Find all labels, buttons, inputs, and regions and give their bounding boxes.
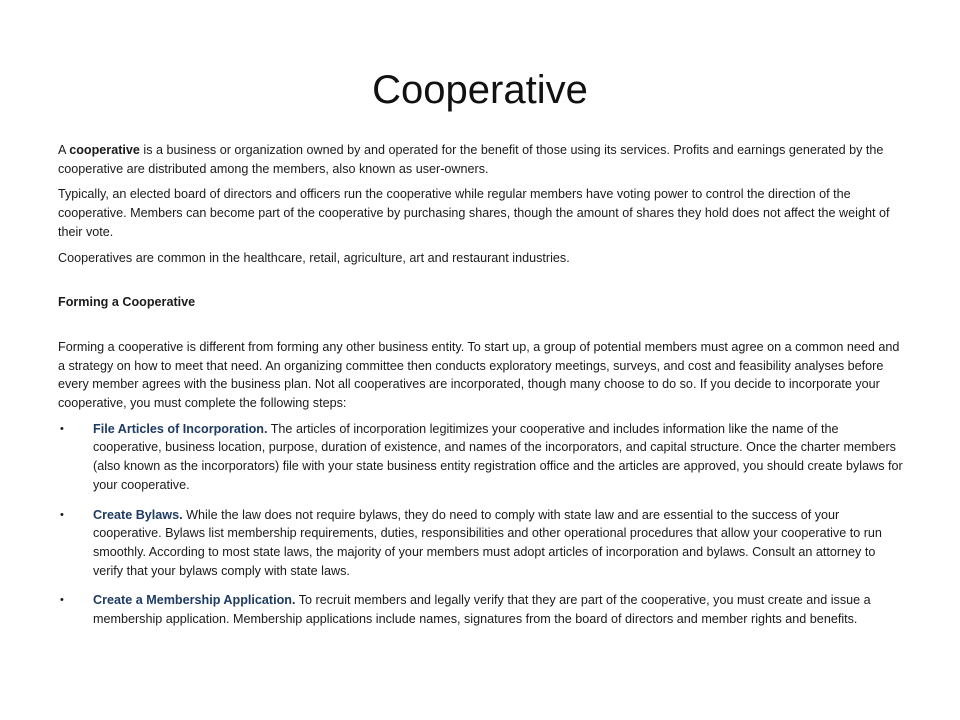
list-item (58, 506, 906, 581)
bullet-icon: • (60, 422, 64, 435)
section-heading-forming: Forming a Cooperative (58, 295, 196, 310)
intro-text: is a business or organization owned by and operated for the benefit of those using its services. Profits and earnings generated by the cooperative are distributed among the members, also known as user-owners. (58, 143, 884, 176)
intro-paragraph-2: Typically, an elected board of directors and officers run the cooperative while regular members have voting power to control the direction of the cooperative. Members can become part of the cooperative by purchasing shares, though the amount of shares they hold does not affect the weight of their vote. (58, 187, 890, 239)
steps-list (58, 420, 906, 629)
step-text: To recruit members and legally verify that they are part of the cooperative, you must create and issue a membership application. Membership applications include names, signatures from the board of directors and member rights and benefits. (93, 593, 871, 627)
forming-paragraph: Forming a cooperative is different from forming any other business entity. To start up, a group of potential members must agree on a common need and a strategy on how to meet that need. An organizing committee then conducts exploratory meetings, surveys, and cost and feasibility analyses before every member agrees with the business plan. Not all cooperatives are incorporated, though many choose to do so. If you decide to incorporate your cooperative, you must complete the following steps: (58, 339, 900, 411)
step-text: The articles of incorporation legitimizes your cooperative and includes information like the name of the cooperative, business location, purpose, duration of existence, and names of the incorporators, and capital structure. Once the charter members (also known as the incorporators) file with your state business entity registration office and the articles are approved, you should create bylaws for your cooperative. (93, 421, 903, 492)
step-lead: Create a Membership Application. (93, 593, 296, 608)
step-text: While the law does not require bylaws, they do need to comply with state law and are essential to the success of your cooperative. Bylaws list membership requirements, duties, responsibilities and other operational procedures that allow your cooperative to run smoothly. According to most state laws, the majority of your members must adopt articles of incorporation and bylaws. Consult an attorney to verify that your bylaws comply with state laws. (93, 507, 882, 578)
intro-paragraph-3: Cooperatives are common in the healthcare, retail, agriculture, art and restaurant industries. (58, 250, 570, 265)
term-cooperative: cooperative (69, 143, 140, 157)
intro-paragraph-1 (58, 141, 906, 178)
list-item (58, 591, 906, 628)
intro-text: A (58, 143, 70, 157)
list-item (58, 420, 906, 495)
slide-title: Cooperative (372, 68, 588, 112)
bullet-icon: • (60, 508, 64, 521)
step-lead: Create Bylaws. (93, 507, 183, 522)
slide-body (58, 141, 906, 640)
step-lead: File Articles of Incorporation. (93, 421, 268, 436)
bullet-icon: • (60, 594, 64, 607)
